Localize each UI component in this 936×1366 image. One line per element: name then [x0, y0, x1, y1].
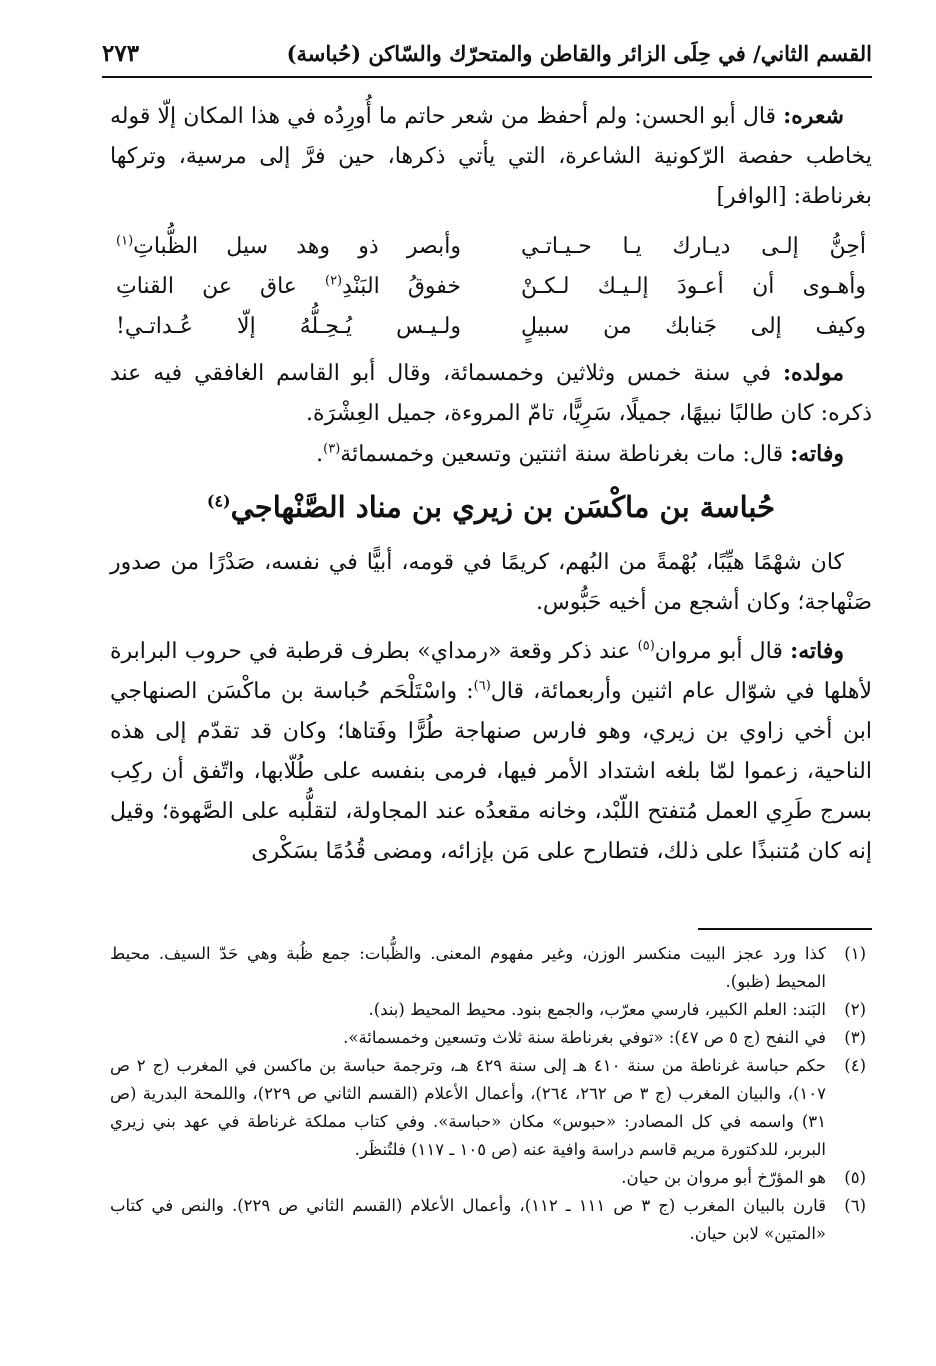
- verse-1-first-hemistich: أحِنُّ إلـى ديـارك يـا حـيـاتـي: [521, 234, 866, 259]
- footnote-3: [110, 1024, 866, 1052]
- poem: [116, 227, 866, 347]
- footnote-ref-4: (٤): [206, 491, 231, 511]
- footnote-number: (٥): [844, 1168, 866, 1187]
- birth-label: مولده:: [782, 360, 844, 386]
- footnote-text: كذا ورد عجز البيت منكسر الوزن، وغير مفهوم المعنى. والظُّبات: جمع ظُبة وهي حَدّ السيف. محيط المحيط (ظبو).: [110, 944, 826, 991]
- verse-3-second-hemistich: ولـيـس يُـحِـلُّهُ إلّا عُـداتـي!: [116, 314, 461, 339]
- biography-heading-text: حُباسة بن ماكْسَن بن زيري بن مناد الصَّنْهاجي: [230, 490, 776, 524]
- footnote-text: في النفح (ج ٥ ص ٤٧): «توفي بغرناطة سنة ثلاث وتسعين وخمسمائة».: [343, 1028, 826, 1047]
- verse-2-pre: خفوقُ البَنْدِ: [342, 274, 461, 299]
- death-label: وفاته:: [790, 441, 844, 467]
- verse-2-text: عاق عن القناتِ: [116, 274, 325, 299]
- verse-2: [116, 267, 866, 307]
- running-title: القسم الثاني/ في حِلَى الزائر والقاطن والمتحرّك والسّاكن (حُباسة): [286, 40, 872, 66]
- footnote-2: [110, 996, 866, 1024]
- birth-paragraph: [110, 353, 872, 434]
- death-account-text-a: قال أبو مروان: [654, 639, 791, 664]
- verse-1-text: وأبصر ذو وهد سيل الظُّباتِ: [133, 234, 461, 259]
- footnote-text: هو المؤرّخ أبو مروان بن حيان.: [621, 1168, 826, 1187]
- death-account-paragraph: [110, 631, 872, 872]
- footnote-separator: [698, 928, 872, 930]
- death-text: قال: مات بغرناطة سنة اثنتين وتسعين وخمسمائة: [340, 442, 791, 467]
- verse-3: [116, 307, 866, 347]
- footnote-number: (٤): [844, 1056, 866, 1075]
- poetry-label: شعره:: [783, 103, 844, 129]
- page-header: [102, 30, 872, 78]
- main-text: [110, 96, 872, 872]
- footnote-text: حكم حباسة غرناطة من سنة ٤١٠ هـ إلى سنة ٤٢٩ هـ، وترجمة حباسة بن ماكسن في المغرب (ج ٢ ص ١٠٧)، والبيان المغرب (ج ٣ ص ٢٦٢، ٢٦٤)، وأعمال الأعلام (القسم الثاني ص ٢٢٩)، واللمحة البدرية (ص ٣١) واسمه في كل المصادر: «حبوس» مكان «حباسة». وفي كتاب مملكة غرناطة في عهد بني زيري البربر، للدكتورة مريم قاسم دراسة وافية عنه (ص ١٠٥ ـ ١١٧) فلتُنظَر.: [110, 1056, 827, 1159]
- death-account-text-b: عند ذكر وقعة «رمداي» بطرف قرطبة في حروب البرابرة لأهلها في شوّال عام اثنين وأربعمائة، قال: [110, 639, 873, 704]
- footnote-text: البَند: العلم الكبير، فارسي معرّب، والجمع بنود. محيط المحيط (بند).: [368, 1000, 826, 1019]
- footnote-number: (١): [844, 944, 866, 963]
- footnote-5: [110, 1164, 866, 1192]
- poetry-intro-paragraph: [110, 96, 872, 217]
- footnotes: [110, 940, 866, 1248]
- footnote-ref-6: (٦): [473, 678, 491, 694]
- footnote-ref-5: (٥): [637, 638, 655, 654]
- footnote-number: (٢): [844, 1000, 866, 1019]
- verse-3-first-hemistich: وكيف إلى جَنابك من سبيلٍ: [521, 314, 866, 339]
- verse-1: [116, 227, 866, 267]
- description-paragraph: كان شهْمًا هيِّبًا، بُهْمةً من البُهم، كريمًا في قومه، أبيًّا في نفسه، صَدْرًا من صدور صَنْهاجة؛ وكان أشجع من أخيه حَبُّوس.: [110, 550, 872, 615]
- poetry-intro-text: قال أبو الحسن: ولم أحفظ من شعر حاتم ما أُورِدُه في هذا المكان إلّا قوله يخاطب حفصة الرّكونية الشاعرة، التي يأتي ذكرها، حين فرَّ إلى مرسية، وتركها بغرناطة: [الوافر]: [110, 104, 872, 209]
- footnote-ref-2: (٢): [324, 273, 343, 289]
- footnote-1: [110, 940, 866, 996]
- verse-2-first-hemistich: وأهـوى أن أعـودَ إلـيـك لـكـنْ: [521, 274, 866, 299]
- footnote-ref-3: (٣): [323, 441, 341, 457]
- verse-2-second-hemistich: [116, 267, 461, 307]
- page-number: ٢٧٣: [102, 39, 140, 67]
- biography-heading: [110, 483, 872, 531]
- footnote-number: (٦): [844, 1196, 866, 1215]
- footnote-text: قارن بالبيان المغرب (ج ٣ ص ١١١ ـ ١١٢)، وأعمال الأعلام (القسم الثاني ص ٢٢٩). والنص في كتاب «المتين» لابن حيان.: [110, 1196, 826, 1243]
- footnote-6: [110, 1192, 866, 1248]
- death-text-end: .: [316, 442, 324, 467]
- death-paragraph: [110, 434, 872, 475]
- death-account-text-c: : واسْتَلْحَم حُباسة بن ماكْسَن الصنهاجي ابن أخي زاوي بن زيري، وهو فارس صنهاجة طُرًّا وفَتاها؛ وكان قد تقدّم إلى هذه الناحية، زعموا لمّا بلغه اشتداد الأمر فيها، فرمى بنفسه على طُلّابها، واتّفق أن ركِب بسرج طَرِي العمل مُتفتح اللّبْد، وخانه مقعدُه عند المجاولة، لتقلُّبه على الصَّهوة؛ وقيل إنه كان مُتنبذًا على ذلك، فتطارح على مَن بإزائه، ومضى قُدُمًا بسَكْرى: [110, 679, 872, 864]
- birth-text: في سنة خمس وثلاثين وخمسمائة، وقال أبو القاسم الغافقي فيه عند ذكره: كان طالبًا نبيهًا، جميلًا، سَرِيًّا، تامّ المروءة، جميل العِشْرَة.: [110, 361, 872, 426]
- footnote-ref-1: (١): [116, 233, 134, 249]
- footnote-number: (٣): [844, 1028, 866, 1047]
- verse-1-second-hemistich: [116, 227, 461, 267]
- death-account-label: وفاته:: [790, 638, 844, 664]
- footnote-4: [110, 1052, 866, 1164]
